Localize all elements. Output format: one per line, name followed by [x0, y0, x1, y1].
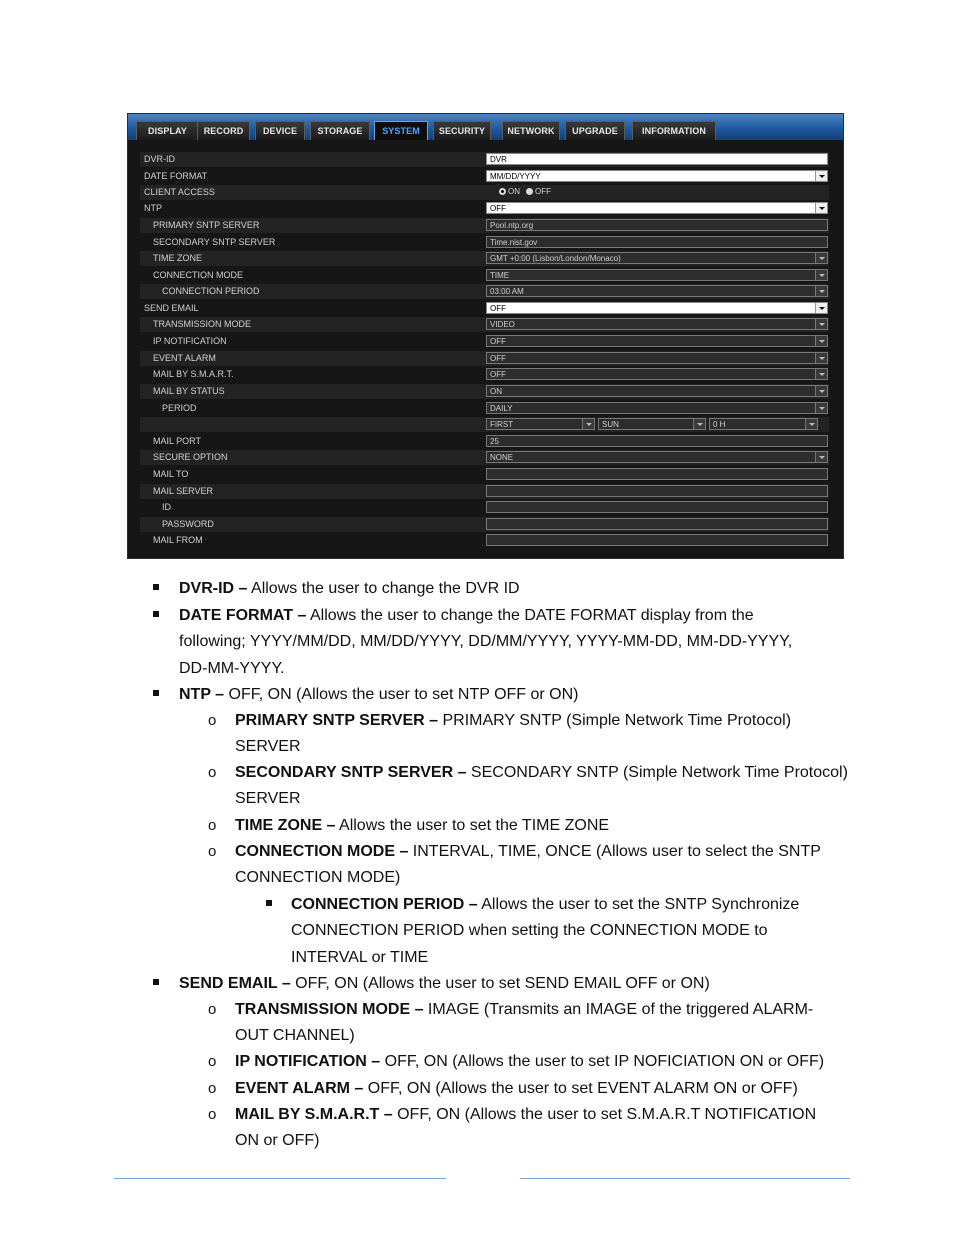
tab-display[interactable]: DISPLAY [136, 121, 199, 140]
setting-label: CLIENT ACCESS [144, 187, 215, 197]
setting-label: NTP [144, 203, 162, 213]
list-bullet: o [208, 1080, 217, 1097]
tab-system[interactable]: SYSTEM [374, 121, 428, 140]
list-item-text: OFF, ON (Allows the user to set SEND EMAIL OFF or ON) [290, 975, 710, 992]
list-item-text: DD-MM-YYYY. [179, 659, 285, 677]
list-item-text: CONNECTION MODE) [235, 869, 401, 887]
list-bullet [153, 974, 159, 994]
ip-notification-select-value: OFF [490, 337, 506, 346]
connection-period-select-value: 03:00 AM [490, 287, 524, 296]
list-item-term: DVR-ID – [179, 580, 248, 597]
mail-by-s-m-a-r-t-select-value: OFF [490, 370, 506, 379]
list-item-continuation [235, 789, 301, 809]
send-email-select-value: OFF [490, 304, 506, 313]
setting-label: TIME ZONE [153, 253, 202, 263]
list-item-secondary-sntp-server [235, 763, 848, 783]
list-item-text: OFF, ON (Allows the user to set IP NOFICIATION ON or OFF) [380, 1053, 825, 1070]
list-item-transmission-mode [235, 1000, 813, 1020]
list-item-mail-by-s-m-a-r-t [235, 1105, 816, 1125]
list-item-term: TIME ZONE – [235, 817, 336, 834]
list-bullet [153, 606, 159, 626]
list-item-text: INTERVAL or TIME [291, 948, 429, 966]
dvr-id-field-value: DVR [490, 155, 507, 164]
radio-label: ON [508, 187, 520, 196]
setting-label: PASSWORD [162, 519, 214, 529]
setting-label: MAIL BY STATUS [153, 386, 225, 396]
list-item-term: MAIL BY S.M.A.R.T – [235, 1106, 393, 1123]
list-item-continuation [179, 659, 285, 679]
list-item-term: EVENT ALARM – [235, 1080, 364, 1097]
setting-label: MAIL BY S.M.A.R.T. [153, 369, 234, 379]
setting-label: DATE FORMAT [144, 171, 208, 181]
list-item-continuation [291, 921, 768, 941]
list-item-text: INTERVAL, TIME, ONCE (Allows user to select the SNTP [408, 843, 821, 860]
list-item-text: PRIMARY SNTP (Simple Network Time Protocol) [438, 712, 792, 729]
list-bullet: o [208, 1053, 217, 1070]
list-bullet: o [208, 843, 217, 860]
period-detail-select-2-value: SUN [602, 420, 619, 429]
tab-upgrade[interactable]: UPGRADE [565, 121, 625, 140]
list-item-term: CONNECTION MODE – [235, 843, 409, 860]
list-item-term: IP NOTIFICATION – [235, 1053, 381, 1070]
list-item-primary-sntp-server [235, 711, 791, 731]
list-item-term: NTP – [179, 686, 225, 703]
list-item-text: Allows the user to change the DATE FORMAT display from the [306, 607, 754, 624]
list-item-connection-mode [235, 842, 821, 862]
list-bullet [153, 685, 159, 705]
list-bullet [266, 895, 272, 915]
list-item-term: SECONDARY SNTP SERVER – [235, 764, 467, 781]
list-item-send-email [179, 974, 710, 994]
list-item-continuation [235, 737, 301, 757]
period-detail-select-1-value: FIRST [490, 420, 514, 429]
list-item-event-alarm [235, 1079, 798, 1099]
list-bullet: o [208, 764, 217, 781]
tab-device[interactable]: DEVICE [255, 121, 305, 140]
tab-storage[interactable]: STORAGE [310, 121, 370, 140]
list-item-text: SECONDARY SNTP (Simple Network Time Protocol) [466, 764, 848, 781]
list-item-text: OUT CHANNEL) [235, 1027, 355, 1045]
list-item-term: PRIMARY SNTP SERVER – [235, 712, 439, 729]
list-item-text: SERVER [235, 738, 301, 756]
setting-label: SECONDARY SNTP SERVER [153, 237, 276, 247]
list-item-continuation [235, 868, 400, 888]
setting-label: EVENT ALARM [153, 353, 216, 363]
list-item-text: IMAGE (Transmits an IMAGE of the triggered ALARM- [423, 1001, 814, 1018]
radio-label: OFF [535, 187, 551, 196]
tab-security[interactable]: SECURITY [433, 121, 491, 140]
list-bullet: o [208, 817, 217, 834]
tab-network[interactable]: NETWORK [502, 121, 560, 140]
setting-label: CONNECTION PERIOD [162, 286, 260, 296]
mail-port-field-value: 25 [490, 437, 499, 446]
setting-label: MAIL PORT [153, 436, 202, 446]
list-item-ntp [179, 685, 579, 705]
ntp-select-value: OFF [490, 204, 506, 213]
event-alarm-select-value: OFF [490, 354, 506, 363]
list-item-text: OFF, ON (Allows the user to set EVENT ALARM ON or OFF) [363, 1080, 798, 1097]
setting-label: CONNECTION MODE [153, 270, 243, 280]
setting-label: SEND EMAIL [144, 303, 199, 313]
list-item-continuation [179, 632, 792, 652]
list-item-text: Allows the user to change the DVR ID [247, 580, 520, 597]
list-item-text: Allows the user to set the TIME ZONE [335, 817, 610, 834]
secure-option-select-value: NONE [490, 453, 514, 462]
time-zone-select-value: GMT +0:00 (Lisbon/London/Monaco) [490, 254, 621, 263]
setting-label: IP NOTIFICATION [153, 336, 227, 346]
tab-record[interactable]: RECORD [197, 121, 250, 140]
list-item-term: CONNECTION PERIOD – [291, 896, 478, 913]
list-bullet: o [208, 1106, 217, 1123]
list-bullet [153, 579, 159, 599]
tab-information[interactable]: INFORMATION [632, 121, 716, 140]
transmission-mode-select-value: VIDEO [490, 320, 515, 329]
setting-label: MAIL FROM [153, 535, 203, 545]
connection-mode-select-value: TIME [490, 271, 510, 280]
list-item-text: SERVER [235, 790, 301, 808]
date-format-select-value: MM/DD/YYYY [490, 172, 541, 181]
list-item-time-zone [235, 816, 609, 836]
list-item-continuation [235, 1131, 319, 1151]
setting-label: PERIOD [162, 403, 197, 413]
list-item-text: Allows the user to set the SNTP Synchronize [477, 896, 800, 913]
list-item-term: TRANSMISSION MODE – [235, 1001, 424, 1018]
list-item-dvr-id [179, 579, 520, 599]
list-bullet: o [208, 1001, 217, 1018]
setting-label: MAIL SERVER [153, 486, 214, 496]
mail-by-status-select-value: ON [490, 387, 502, 396]
setting-label: SECURE OPTION [153, 452, 228, 462]
setting-label: PRIMARY SNTP SERVER [153, 220, 260, 230]
list-item-text: following; YYYY/MM/DD, MM/DD/YYYY, DD/MM/YYYY, YYYY-MM-DD, MM-DD-YYYY, [179, 633, 793, 651]
primary-sntp-server-field-value: Pool.ntp.org [490, 221, 534, 230]
footer-rule-right [520, 1178, 850, 1179]
list-bullet: o [208, 712, 217, 729]
list-item-continuation [235, 1026, 355, 1046]
setting-label: ID [162, 502, 171, 512]
period-detail-select-3-value: 0 H [713, 420, 726, 429]
list-item-text: OFF, ON (Allows the user to set NTP OFF or ON) [224, 686, 579, 703]
list-item-term: SEND EMAIL – [179, 975, 291, 992]
list-item-date-format [179, 606, 754, 626]
list-item-connection-period [291, 895, 799, 915]
setting-label: MAIL TO [153, 469, 189, 479]
list-item-text: ON or OFF) [235, 1132, 320, 1150]
footer-rule-left [114, 1178, 446, 1179]
list-item-text: OFF, ON (Allows the user to set S.M.A.R.T NOTIFICATION [392, 1106, 817, 1123]
list-item-continuation [291, 948, 428, 968]
list-item-ip-notification [235, 1052, 824, 1072]
list-item-term: DATE FORMAT – [179, 607, 307, 624]
setting-label: DVR-ID [144, 154, 175, 164]
setting-label: TRANSMISSION MODE [153, 319, 252, 329]
period-select-value: DAILY [490, 404, 513, 413]
list-item-text: CONNECTION PERIOD when setting the CONNECTION MODE to [291, 922, 768, 940]
secondary-sntp-server-field-value: Time.nist.gov [490, 238, 538, 247]
